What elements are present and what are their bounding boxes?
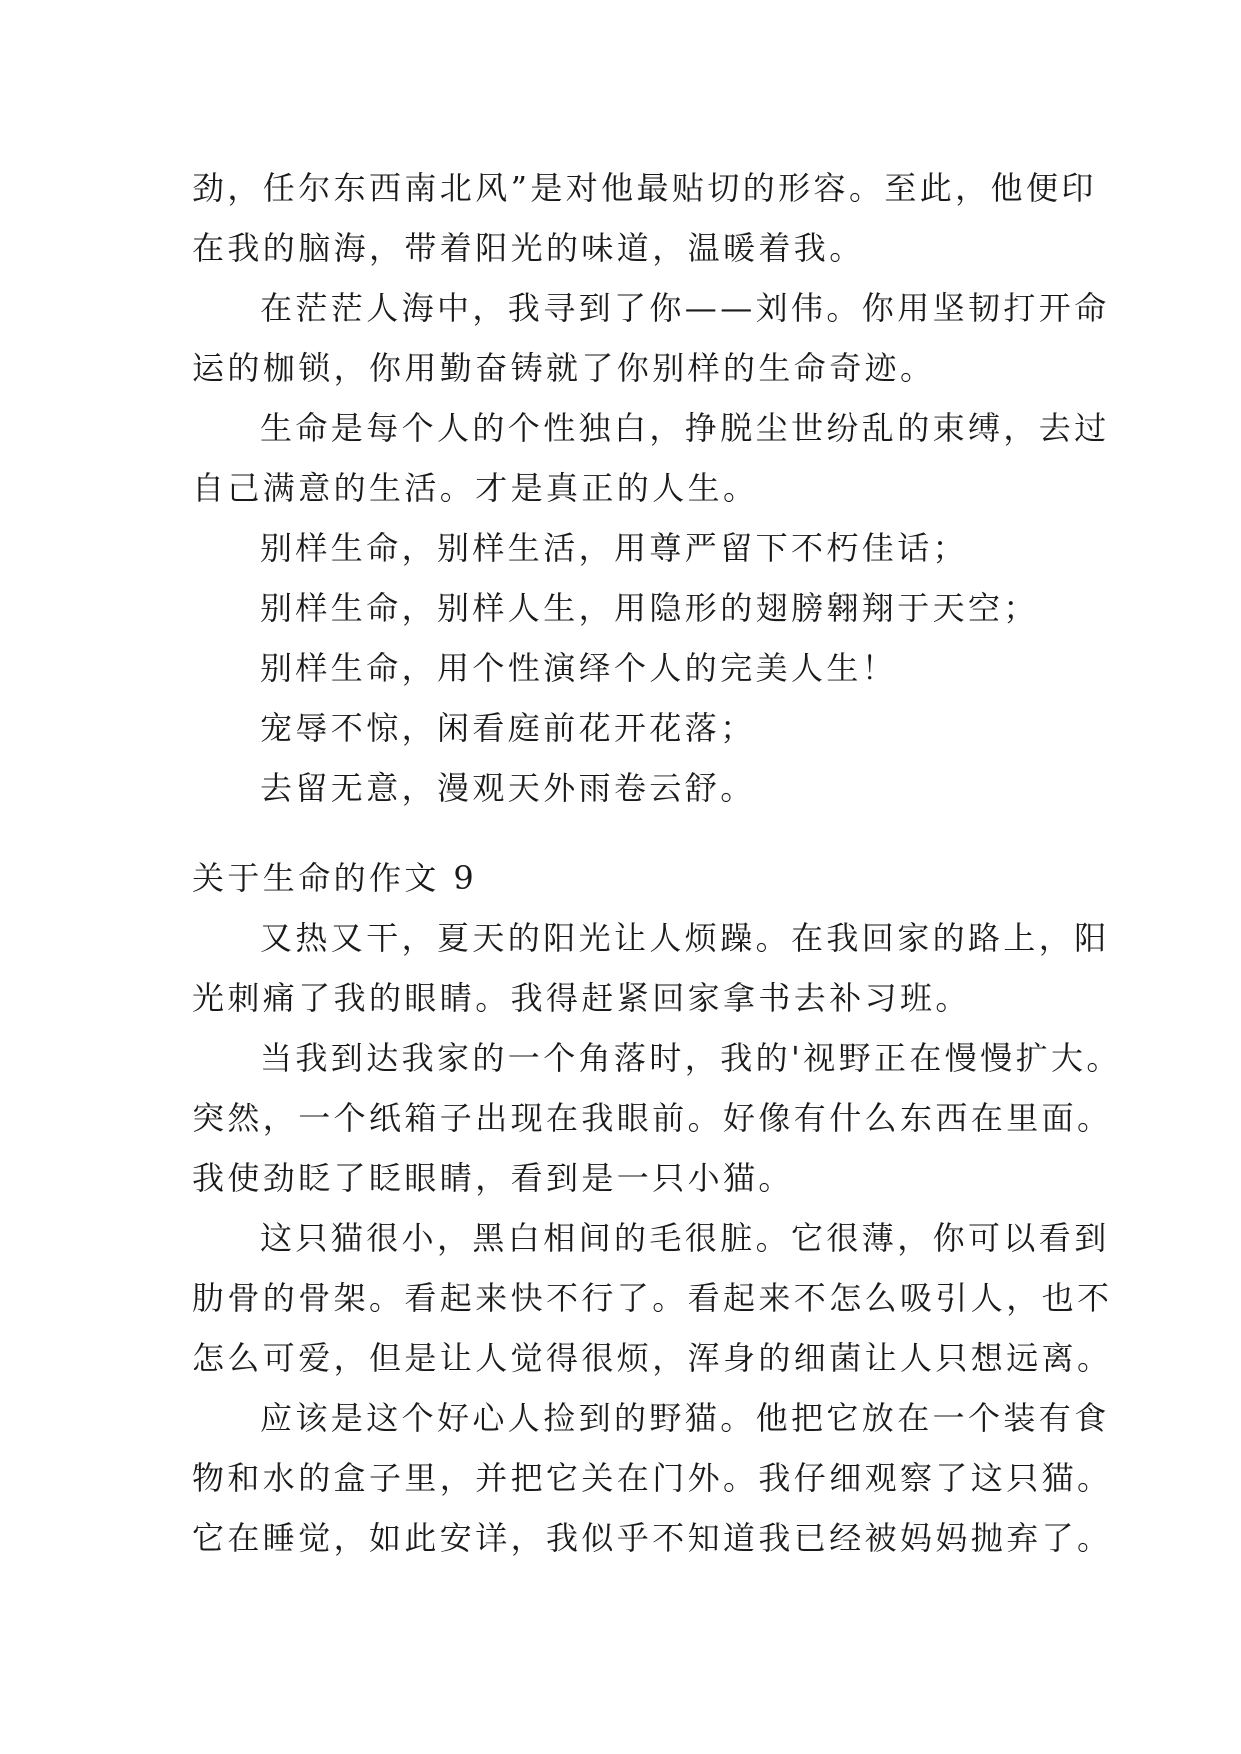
paragraph-line: 劲，任尔东西南北风”是对他最贴切的形容。至此，他便印 <box>192 169 1097 207</box>
paragraph-line: 又热又干，夏天的阳光让人烦躁。在我回家的路上，阳 <box>260 919 1110 957</box>
section-heading: 关于生命的作文 9 <box>192 859 478 897</box>
verse-line: 去留无意，漫观天外雨卷云舒。 <box>260 769 756 807</box>
paragraph-line: 在茫茫人海中，我寻到了你——刘伟。你用坚韧打开命 <box>260 289 1110 327</box>
paragraph-line: 运的枷锁，你用勤奋铸就了你别样的生命奇迹。 <box>192 349 936 387</box>
paragraph-line: 这只猫很小，黑白相间的毛很脏。它很薄，你可以看到 <box>260 1219 1110 1257</box>
paragraph-line: 突然，一个纸箱子出现在我眼前。好像有什么东西在里面。 <box>192 1099 1113 1137</box>
paragraph-line: 光刺痛了我的眼睛。我得赶紧回家拿书去补习班。 <box>192 979 971 1017</box>
paragraph-line: 应该是这个好心人捡到的野猫。他把它放在一个装有食 <box>260 1399 1110 1437</box>
paragraph-line: 肋骨的骨架。看起来快不行了。看起来不怎么吸引人，也不 <box>192 1279 1113 1317</box>
paragraph-line: 当我到达我家的一个角落时，我的'视野正在慢慢扩大。 <box>260 1039 1122 1077</box>
essay-text <box>192 158 1122 1568</box>
paragraph-line: 怎么可爱，但是让人觉得很烦，浑身的细菌让人只想远离。 <box>192 1339 1113 1377</box>
paragraph-line: 物和水的盒子里，并把它关在门外。我仔细观察了这只猫。 <box>192 1459 1113 1497</box>
paragraph-line: 自己满意的生活。才是真正的人生。 <box>192 469 759 507</box>
verse-line: 别样生命，别样生活，用尊严留下不朽佳话； <box>260 529 969 567</box>
paragraph-line: 在我的脑海，带着阳光的味道，温暖着我。 <box>192 229 865 267</box>
paragraph-line: 生命是每个人的个性独白，挣脱尘世纷乱的束缚，去过 <box>260 409 1110 447</box>
verse-line: 别样生命，用个性演绎个人的完美人生！ <box>260 649 898 687</box>
verse-line: 宠辱不惊，闲看庭前花开花落； <box>260 709 756 747</box>
paragraph-line: 它在睡觉，如此安详，我似乎不知道我已经被妈妈抛弃了。 <box>192 1519 1113 1557</box>
paragraph-line: 我使劲眨了眨眼睛，看到是一只小猫。 <box>192 1159 794 1197</box>
verse-line: 别样生命，别样人生，用隐形的翅膀翱翔于天空； <box>260 589 1039 627</box>
